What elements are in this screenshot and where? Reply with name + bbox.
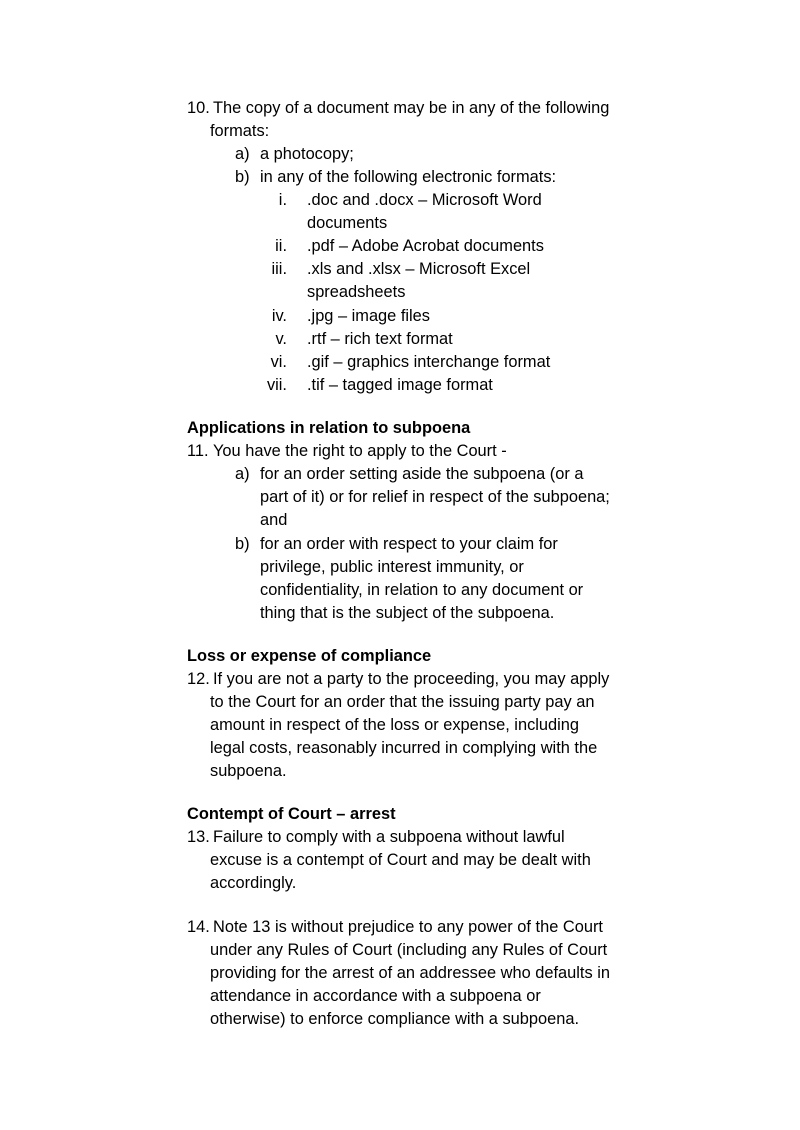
note-text: attendance in accordance with a subpoena or xyxy=(210,987,541,1005)
note-text: legal costs, reasonably incurred in complying with the xyxy=(210,739,598,757)
note-text: excuse is a contempt of Court and may be dealt with xyxy=(210,851,591,869)
format-text: documents xyxy=(307,214,388,232)
note-text: If you are not a party to the proceeding, you may apply xyxy=(213,670,610,688)
section-heading: Applications in relation to subpoena xyxy=(187,419,471,437)
roman-label: ii. xyxy=(275,237,287,255)
note-number: 11. xyxy=(187,442,209,460)
format-text: .rtf – rich text format xyxy=(307,330,453,348)
note-text: Failure to comply with a subpoena without lawful xyxy=(213,828,565,846)
note-text: Note 13 is without prejudice to any power of the Court xyxy=(213,918,603,936)
list-item-text: for an order setting aside the subpoena (or a xyxy=(260,465,584,483)
note-text: under any Rules of Court (including any Rules of Court xyxy=(210,941,608,959)
note-number: 14. xyxy=(187,918,210,936)
format-text: .pdf – Adobe Acrobat documents xyxy=(307,237,544,255)
note-number: 12. xyxy=(187,670,210,688)
list-label: a) xyxy=(235,465,250,483)
format-text: .doc and .docx – Microsoft Word xyxy=(307,191,542,209)
roman-label: iii. xyxy=(271,260,287,278)
section-heading: Contempt of Court – arrest xyxy=(187,805,396,823)
list-item-text: thing that is the subject of the subpoena. xyxy=(260,604,555,622)
note-text: formats: xyxy=(210,122,270,140)
note-text: providing for the arrest of an addressee who defaults in xyxy=(210,964,610,982)
list-item-text: in any of the following electronic formats: xyxy=(260,168,557,186)
list-item-text: and xyxy=(260,511,288,529)
list-label: b) xyxy=(235,168,250,186)
list-item-text: part of it) or for relief in respect of the subpoena; xyxy=(260,488,610,506)
roman-label: vii. xyxy=(266,376,287,394)
format-text: .jpg – image files xyxy=(307,307,430,325)
roman-label: v. xyxy=(275,330,287,348)
list-item-text: a photocopy; xyxy=(260,145,354,163)
list-label: b) xyxy=(235,535,250,553)
note-number: 13. xyxy=(187,828,210,846)
format-text: .xls and .xlsx – Microsoft Excel xyxy=(307,260,531,278)
list-label: a) xyxy=(235,145,250,163)
note-text: subpoena. xyxy=(210,762,287,780)
note-text: amount in respect of the loss or expense, including xyxy=(210,716,580,734)
roman-label: vi. xyxy=(270,353,287,371)
note-text: You have the right to apply to the Court - xyxy=(213,442,507,460)
list-item-text: for an order with respect to your claim for xyxy=(260,535,558,553)
note-text: accordingly. xyxy=(210,874,297,892)
note-number: 10. xyxy=(187,99,210,117)
list-item-text: privilege, public interest immunity, or xyxy=(260,558,524,576)
format-text: .gif – graphics interchange format xyxy=(307,353,551,371)
roman-label: i. xyxy=(278,191,287,209)
section-heading: Loss or expense of compliance xyxy=(187,647,432,665)
note-text: otherwise) to enforce compliance with a subpoena. xyxy=(210,1010,579,1028)
format-text: spreadsheets xyxy=(307,283,406,301)
roman-label: iv. xyxy=(271,307,287,325)
note-text: The copy of a document may be in any of the following xyxy=(213,99,610,117)
list-item-text: confidentiality, in relation to any document or xyxy=(260,581,584,599)
note-text: to the Court for an order that the issuing party pay an xyxy=(210,693,595,711)
format-text: .tif – tagged image format xyxy=(307,376,493,394)
